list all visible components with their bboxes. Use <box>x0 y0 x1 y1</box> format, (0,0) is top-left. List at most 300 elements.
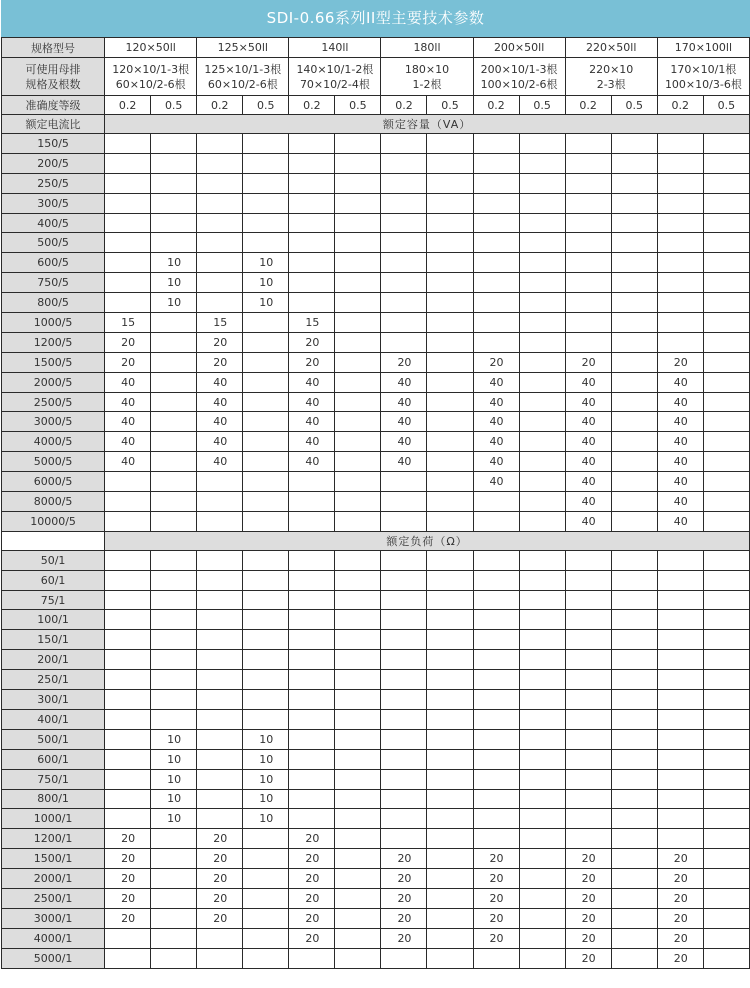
current-ratio: 2000/1 <box>2 869 105 889</box>
value-cell <box>335 908 381 928</box>
value-cell <box>105 570 151 590</box>
value-cell <box>565 153 611 173</box>
value-cell: 10 <box>243 809 289 829</box>
value-cell <box>427 769 473 789</box>
value-cell: 40 <box>657 412 703 432</box>
value-cell <box>473 511 519 531</box>
current-ratio: 4000/5 <box>2 432 105 452</box>
value-cell <box>703 610 749 630</box>
value-cell <box>381 153 427 173</box>
value-cell <box>565 590 611 610</box>
value-cell <box>611 888 657 908</box>
value-cell <box>519 809 565 829</box>
value-cell <box>473 313 519 333</box>
value-cell <box>427 332 473 352</box>
value-cell <box>381 948 427 968</box>
value-cell <box>243 829 289 849</box>
current-ratio: 60/1 <box>2 570 105 590</box>
value-cell <box>335 452 381 472</box>
value-cell <box>243 511 289 531</box>
ratio-label-blank <box>2 531 105 550</box>
accuracy-class: 0.5 <box>611 96 657 115</box>
value-cell <box>335 809 381 829</box>
value-cell <box>657 550 703 570</box>
value-cell <box>565 769 611 789</box>
value-cell: 20 <box>657 888 703 908</box>
value-cell: 20 <box>105 352 151 372</box>
table-row <box>2 849 750 869</box>
busbar-spec-line: 200×10/1-3根 <box>480 62 558 76</box>
value-cell <box>427 412 473 432</box>
value-cell <box>335 492 381 512</box>
table-row <box>2 213 750 233</box>
table-row <box>2 153 750 173</box>
value-cell <box>381 749 427 769</box>
value-cell <box>703 948 749 968</box>
table-row <box>2 650 750 670</box>
header-busbar-row <box>2 58 750 96</box>
current-ratio: 800/5 <box>2 293 105 313</box>
value-cell <box>381 134 427 154</box>
value-cell <box>335 253 381 273</box>
value-cell <box>657 273 703 293</box>
value-cell <box>519 213 565 233</box>
value-cell <box>105 293 151 313</box>
value-cell <box>473 670 519 690</box>
value-cell <box>151 173 197 193</box>
value-cell <box>703 888 749 908</box>
value-cell <box>611 650 657 670</box>
value-cell <box>565 313 611 333</box>
value-cell <box>335 352 381 372</box>
value-cell <box>703 173 749 193</box>
value-cell: 15 <box>197 313 243 333</box>
value-cell <box>565 332 611 352</box>
table-row <box>2 550 750 570</box>
ratio-label: 额定电流比 <box>2 115 105 134</box>
table-row <box>2 749 750 769</box>
current-ratio: 10000/5 <box>2 511 105 531</box>
value-cell <box>151 134 197 154</box>
current-ratio: 3000/5 <box>2 412 105 432</box>
value-cell <box>335 392 381 412</box>
value-cell: 20 <box>197 849 243 869</box>
value-cell <box>427 134 473 154</box>
value-cell <box>151 829 197 849</box>
value-cell <box>611 352 657 372</box>
value-cell <box>473 829 519 849</box>
value-cell <box>427 233 473 253</box>
value-cell <box>519 570 565 590</box>
value-cell <box>657 590 703 610</box>
value-cell <box>519 233 565 253</box>
value-cell <box>289 293 335 313</box>
value-cell <box>427 650 473 670</box>
value-cell <box>657 173 703 193</box>
value-cell <box>427 948 473 968</box>
value-cell <box>105 650 151 670</box>
value-cell: 40 <box>565 392 611 412</box>
value-cell: 20 <box>565 352 611 372</box>
value-cell <box>519 928 565 948</box>
value-cell <box>381 570 427 590</box>
value-cell <box>427 908 473 928</box>
value-cell <box>151 610 197 630</box>
value-cell: 40 <box>565 432 611 452</box>
value-cell <box>519 193 565 213</box>
value-cell <box>243 869 289 889</box>
accuracy-class: 0.2 <box>657 96 703 115</box>
value-cell <box>105 690 151 710</box>
value-cell <box>519 134 565 154</box>
value-cell <box>381 789 427 809</box>
value-cell <box>657 690 703 710</box>
value-cell <box>381 472 427 492</box>
value-cell <box>243 888 289 908</box>
model-name: 170×100ll <box>657 38 749 58</box>
value-cell <box>519 313 565 333</box>
value-cell <box>473 134 519 154</box>
value-cell <box>335 193 381 213</box>
value-cell: 15 <box>289 313 335 333</box>
value-cell <box>381 511 427 531</box>
value-cell: 10 <box>151 729 197 749</box>
value-cell <box>151 233 197 253</box>
table-row <box>2 233 750 253</box>
table-row <box>2 570 750 590</box>
table-row <box>2 590 750 610</box>
value-cell <box>197 928 243 948</box>
header-model-row <box>2 38 750 58</box>
value-cell <box>105 809 151 829</box>
value-cell <box>611 134 657 154</box>
value-cell <box>243 173 289 193</box>
value-cell <box>105 253 151 273</box>
busbar-spec-line: 1-2根 <box>412 77 442 91</box>
value-cell: 20 <box>105 888 151 908</box>
value-cell <box>335 849 381 869</box>
value-cell <box>335 432 381 452</box>
value-cell: 20 <box>473 908 519 928</box>
current-ratio: 2000/5 <box>2 372 105 392</box>
value-cell <box>105 472 151 492</box>
value-cell <box>335 670 381 690</box>
table-row <box>2 769 750 789</box>
value-cell <box>519 749 565 769</box>
value-cell <box>611 372 657 392</box>
value-cell <box>151 550 197 570</box>
value-cell <box>243 352 289 372</box>
value-cell <box>197 769 243 789</box>
value-cell <box>427 729 473 749</box>
value-cell: 20 <box>657 849 703 869</box>
value-cell <box>243 372 289 392</box>
current-ratio: 600/1 <box>2 749 105 769</box>
current-ratio: 6000/5 <box>2 472 105 492</box>
value-cell <box>703 769 749 789</box>
value-cell <box>151 690 197 710</box>
value-cell <box>611 293 657 313</box>
value-cell: 40 <box>657 492 703 512</box>
value-cell <box>197 709 243 729</box>
spec-table <box>1 37 750 969</box>
value-cell <box>565 749 611 769</box>
value-cell <box>427 690 473 710</box>
value-cell: 40 <box>565 372 611 392</box>
value-cell <box>427 511 473 531</box>
value-cell <box>335 749 381 769</box>
value-cell <box>703 213 749 233</box>
value-cell <box>427 670 473 690</box>
value-cell <box>703 570 749 590</box>
value-cell <box>243 948 289 968</box>
value-cell <box>381 550 427 570</box>
table-row <box>2 492 750 512</box>
value-cell <box>243 472 289 492</box>
value-cell <box>611 630 657 650</box>
value-cell <box>519 690 565 710</box>
value-cell: 20 <box>473 869 519 889</box>
busbar-spec <box>105 58 197 96</box>
value-cell: 20 <box>565 908 611 928</box>
value-cell <box>427 809 473 829</box>
current-ratio: 50/1 <box>2 550 105 570</box>
value-cell: 20 <box>289 869 335 889</box>
value-cell <box>657 134 703 154</box>
value-cell <box>611 173 657 193</box>
current-ratio: 1200/5 <box>2 332 105 352</box>
value-cell <box>611 570 657 590</box>
value-cell <box>381 630 427 650</box>
table-row <box>2 709 750 729</box>
value-cell <box>289 630 335 650</box>
busbar-spec-line: 60×10/2-6根 <box>115 77 186 91</box>
value-cell <box>243 452 289 472</box>
value-cell <box>289 472 335 492</box>
value-cell <box>473 153 519 173</box>
value-cell <box>243 492 289 512</box>
value-cell <box>703 313 749 333</box>
current-ratio: 800/1 <box>2 789 105 809</box>
value-cell <box>335 233 381 253</box>
current-ratio: 1500/5 <box>2 352 105 372</box>
value-cell <box>289 809 335 829</box>
value-cell <box>335 630 381 650</box>
value-cell <box>519 769 565 789</box>
value-cell <box>335 372 381 392</box>
value-cell <box>381 313 427 333</box>
table-row <box>2 829 750 849</box>
value-cell: 40 <box>473 392 519 412</box>
value-cell <box>703 233 749 253</box>
value-cell <box>657 749 703 769</box>
value-cell <box>473 709 519 729</box>
value-cell <box>703 749 749 769</box>
busbar-label-line: 规格及根数 <box>25 77 81 91</box>
value-cell <box>289 213 335 233</box>
value-cell <box>703 352 749 372</box>
value-cell <box>703 709 749 729</box>
value-cell <box>611 690 657 710</box>
value-cell: 40 <box>105 432 151 452</box>
value-cell <box>105 511 151 531</box>
value-cell <box>611 253 657 273</box>
value-cell <box>519 511 565 531</box>
value-cell <box>197 630 243 650</box>
value-cell <box>519 452 565 472</box>
value-cell <box>381 492 427 512</box>
value-cell <box>427 372 473 392</box>
value-cell <box>335 829 381 849</box>
value-cell <box>105 213 151 233</box>
value-cell: 40 <box>473 472 519 492</box>
value-cell <box>289 173 335 193</box>
value-cell <box>289 550 335 570</box>
value-cell <box>427 153 473 173</box>
value-cell: 40 <box>565 511 611 531</box>
value-cell <box>105 670 151 690</box>
value-cell <box>105 233 151 253</box>
current-ratio: 75/1 <box>2 590 105 610</box>
value-cell <box>611 153 657 173</box>
value-cell: 40 <box>657 452 703 472</box>
value-cell: 40 <box>565 472 611 492</box>
value-cell <box>151 372 197 392</box>
table-row <box>2 253 750 273</box>
value-cell: 10 <box>243 293 289 313</box>
value-cell <box>335 550 381 570</box>
value-cell <box>105 610 151 630</box>
value-cell <box>565 610 611 630</box>
table-row <box>2 412 750 432</box>
value-cell: 20 <box>657 928 703 948</box>
value-cell: 20 <box>657 908 703 928</box>
value-cell <box>611 908 657 928</box>
accuracy-class: 0.5 <box>427 96 473 115</box>
value-cell: 20 <box>565 849 611 869</box>
value-cell: 20 <box>197 352 243 372</box>
value-cell: 40 <box>105 412 151 432</box>
value-cell <box>243 432 289 452</box>
current-ratio: 400/1 <box>2 709 105 729</box>
value-cell <box>703 511 749 531</box>
value-cell <box>335 293 381 313</box>
value-cell <box>519 550 565 570</box>
value-cell <box>519 630 565 650</box>
busbar-spec <box>473 58 565 96</box>
current-ratio: 150/5 <box>2 134 105 154</box>
value-cell: 10 <box>151 789 197 809</box>
value-cell <box>151 452 197 472</box>
current-ratio: 4000/1 <box>2 928 105 948</box>
table-row <box>2 690 750 710</box>
current-ratio: 100/1 <box>2 610 105 630</box>
value-cell <box>335 332 381 352</box>
value-cell <box>381 293 427 313</box>
value-cell <box>381 273 427 293</box>
value-cell <box>703 690 749 710</box>
value-cell <box>473 729 519 749</box>
value-cell <box>473 332 519 352</box>
accuracy-class: 0.5 <box>703 96 749 115</box>
value-cell <box>473 789 519 809</box>
busbar-spec <box>197 58 289 96</box>
value-cell <box>703 372 749 392</box>
value-cell: 15 <box>105 313 151 333</box>
value-cell <box>105 630 151 650</box>
value-cell: 40 <box>565 412 611 432</box>
table-row <box>2 452 750 472</box>
value-cell <box>335 948 381 968</box>
current-ratio: 200/1 <box>2 650 105 670</box>
value-cell <box>335 690 381 710</box>
value-cell <box>703 193 749 213</box>
value-cell <box>197 670 243 690</box>
value-cell <box>243 134 289 154</box>
value-cell <box>381 769 427 789</box>
busbar-spec-line: 2-3根 <box>596 77 626 91</box>
value-cell <box>381 193 427 213</box>
value-cell <box>657 253 703 273</box>
value-cell <box>105 153 151 173</box>
value-cell <box>519 392 565 412</box>
value-cell <box>197 193 243 213</box>
current-ratio: 250/5 <box>2 173 105 193</box>
table-row <box>2 352 750 372</box>
value-cell <box>427 630 473 650</box>
busbar-spec <box>381 58 473 96</box>
value-cell <box>473 173 519 193</box>
current-ratio: 750/1 <box>2 769 105 789</box>
value-cell <box>519 590 565 610</box>
value-cell: 40 <box>381 372 427 392</box>
value-cell <box>657 193 703 213</box>
value-cell <box>381 610 427 630</box>
value-cell <box>703 789 749 809</box>
value-cell <box>473 492 519 512</box>
value-cell <box>289 690 335 710</box>
value-cell <box>105 709 151 729</box>
value-cell <box>335 153 381 173</box>
busbar-spec-line: 120×10/1-3根 <box>112 62 190 76</box>
value-cell <box>565 213 611 233</box>
value-cell <box>151 213 197 233</box>
table-row <box>2 908 750 928</box>
value-cell <box>611 392 657 412</box>
value-cell: 40 <box>473 452 519 472</box>
value-cell <box>381 332 427 352</box>
value-cell <box>335 729 381 749</box>
value-cell: 40 <box>565 452 611 472</box>
value-cell <box>519 610 565 630</box>
value-cell <box>151 869 197 889</box>
value-cell: 20 <box>105 829 151 849</box>
value-cell <box>381 213 427 233</box>
table-row <box>2 134 750 154</box>
value-cell: 20 <box>105 849 151 869</box>
value-cell <box>611 233 657 253</box>
value-cell: 10 <box>151 809 197 829</box>
value-cell <box>151 709 197 729</box>
section-header-row <box>2 531 750 550</box>
value-cell <box>289 789 335 809</box>
value-cell: 20 <box>381 888 427 908</box>
value-cell <box>427 273 473 293</box>
current-ratio: 1000/1 <box>2 809 105 829</box>
value-cell <box>473 690 519 710</box>
value-cell: 20 <box>289 928 335 948</box>
value-cell <box>427 253 473 273</box>
